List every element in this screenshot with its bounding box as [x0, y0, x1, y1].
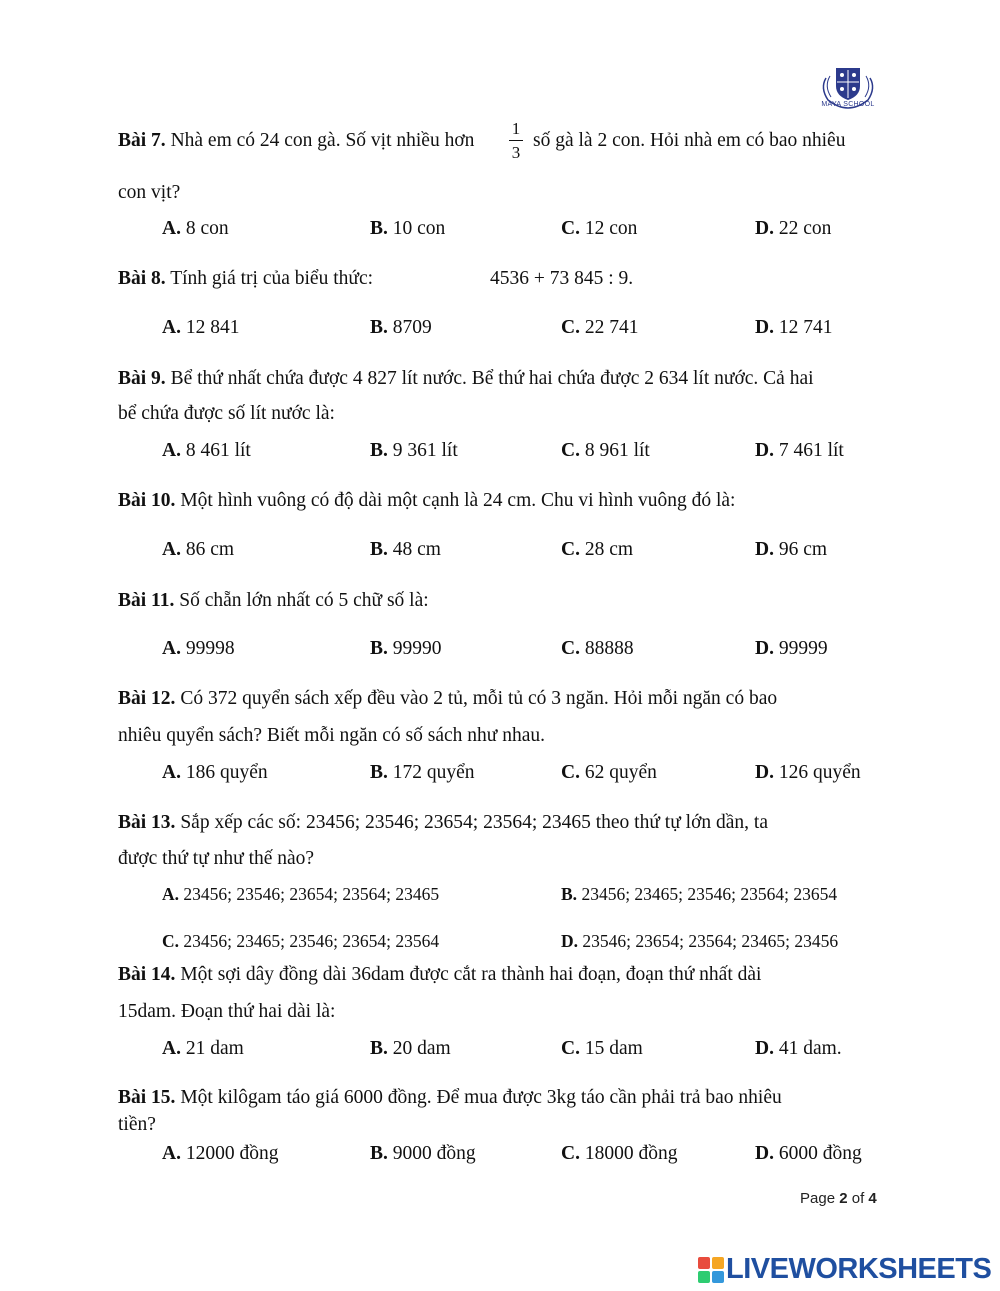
q15-text-a: Một kilôgam táo giá 6000 đồng. Để mua được 3kg táo cần phải trả bao nhiêu [180, 1087, 782, 1108]
q7-option-c[interactable]: C. 12 con [561, 218, 638, 239]
q9-text-b: bể chứa được số lít nước là: [118, 403, 335, 424]
page-number: Page 2 of 4 [800, 1190, 877, 1207]
q11-option-c[interactable]: C. 88888 [561, 638, 634, 659]
q14-option-a[interactable]: A. 21 dam [162, 1038, 244, 1059]
q8-expression: 4536 + 73 845 : 9. [490, 268, 634, 289]
q12-text-a: Có 372 quyển sách xếp đều vào 2 tủ, mỗi tủ có 3 ngăn. Hỏi mỗi ngăn có bao [180, 688, 778, 709]
q14-option-b[interactable]: B. 20 dam [370, 1038, 451, 1059]
liveworksheets-brand[interactable]: LIVEWORKSHEETS [726, 1253, 992, 1285]
q13-line1 [118, 812, 768, 834]
q10-option-a[interactable]: A. 86 cm [162, 539, 235, 560]
q10-option-b[interactable]: B. 48 cm [370, 539, 441, 560]
q8-option-d[interactable]: D. 12 741 [755, 317, 833, 338]
q7-label: Bài 7. [118, 130, 166, 151]
q15-option-d[interactable]: D. 6000 đồng [755, 1143, 862, 1164]
q9-text-a: Bể thứ nhất chứa được 4 827 lít nước. Bể thứ hai chứa được 2 634 lít nước. Cả hai [170, 368, 814, 389]
fraction-denominator: 3 [511, 143, 521, 162]
q15-line1 [118, 1087, 782, 1109]
q12-label: Bài 12. [118, 688, 176, 709]
q13-option-c[interactable]: C. 23456; 23465; 23546; 23654; 23564 [162, 931, 440, 951]
q12-option-a[interactable]: A. 186 quyển [162, 762, 268, 783]
q14-text-a: Một sợi dây đồng dài 36dam được cắt ra thành hai đoạn, đoạn thứ nhất dài [180, 964, 762, 985]
q7-text-c: con vịt? [118, 182, 181, 203]
q12-option-c[interactable]: C. 62 quyển [561, 762, 657, 783]
q12-option-d[interactable]: D. 126 quyển [755, 762, 861, 783]
q13-option-d[interactable]: D. 23546; 23654; 23564; 23465; 23456 [561, 931, 839, 951]
q7-option-b[interactable]: B. 10 con [370, 218, 446, 239]
q14-label: Bài 14. [118, 964, 176, 985]
q11-option-d[interactable]: D. 99999 [755, 638, 828, 659]
q9-option-a[interactable]: A. 8 461 lít [162, 440, 251, 461]
q15-option-a[interactable]: A. 12000 đồng [162, 1143, 279, 1164]
liveworksheets-logo-icon [698, 1257, 724, 1283]
q14-option-d[interactable]: D. 41 dam. [755, 1038, 842, 1059]
q15-text-b: tiền? [118, 1114, 156, 1135]
q11-option-b[interactable]: B. 99990 [370, 638, 442, 659]
q13-option-b[interactable]: B. 23456; 23465; 23546; 23564; 23654 [561, 884, 838, 904]
q12-line1 [118, 688, 777, 710]
q14-line1 [118, 964, 761, 986]
q13-text-a: Sắp xếp các số: 23456; 23546; 23654; 23564; 23465 theo thứ tự lớn dần, ta [180, 812, 768, 833]
q8-line1 [118, 268, 373, 290]
q15-label: Bài 15. [118, 1087, 176, 1108]
q11-option-a[interactable]: A. 99998 [162, 638, 235, 659]
q9-label: Bài 9. [118, 368, 166, 389]
q10-label: Bài 10. [118, 490, 176, 511]
q10-option-d[interactable]: D. 96 cm [755, 539, 828, 560]
q8-label: Bài 8. [118, 268, 166, 289]
q12-text-b: nhiêu quyển sách? Biết mỗi ngăn có số sách như nhau. [118, 725, 546, 746]
fraction-one-third [508, 120, 524, 161]
q8-option-b[interactable]: B. 8709 [370, 317, 432, 338]
q14-option-c[interactable]: C. 15 dam [561, 1038, 643, 1059]
q7-option-a[interactable]: A. 8 con [162, 218, 229, 239]
q9-option-b[interactable]: B. 9 361 lít [370, 440, 458, 461]
q15-option-c[interactable]: C. 18000 đồng [561, 1143, 678, 1164]
q8-option-a[interactable]: A. 12 841 [162, 317, 240, 338]
q11-label: Bài 11. [118, 590, 175, 611]
q9-line1 [118, 368, 814, 390]
q7-text-a: Nhà em có 24 con gà. Số vịt nhiều hơn [170, 130, 475, 151]
q8-text: Tính giá trị của biểu thức: [170, 268, 374, 289]
q14-text-b: 15dam. Đoạn thứ hai dài là: [118, 1001, 336, 1022]
q9-option-d[interactable]: D. 7 461 lít [755, 440, 844, 461]
q8-option-c[interactable]: C. 22 741 [561, 317, 639, 338]
fraction-numerator: 1 [511, 119, 521, 138]
q7-line1 [118, 130, 474, 152]
q12-option-b[interactable]: B. 172 quyển [370, 762, 475, 783]
q7-option-d[interactable]: D. 22 con [755, 218, 832, 239]
q11-text: Số chẵn lớn nhất có 5 chữ số là: [179, 590, 429, 611]
q11-line1 [118, 590, 429, 612]
q10-option-c[interactable]: C. 28 cm [561, 539, 634, 560]
q13-option-a[interactable]: A. 23456; 23546; 23654; 23564; 23465 [162, 884, 440, 904]
school-name: MAYA SCHOOL [821, 101, 875, 108]
q13-label: Bài 13. [118, 812, 176, 833]
q10-line1 [118, 490, 735, 512]
q9-option-c[interactable]: C. 8 961 lít [561, 440, 650, 461]
q10-text: Một hình vuông có độ dài một cạnh là 24 cm. Chu vi hình vuông đó là: [180, 490, 736, 511]
q13-text-b: được thứ tự như thế nào? [118, 848, 315, 869]
q7-text-b: số gà là 2 con. Hỏi nhà em có bao nhiêu [533, 130, 846, 151]
q15-option-b[interactable]: B. 9000 đồng [370, 1143, 476, 1164]
